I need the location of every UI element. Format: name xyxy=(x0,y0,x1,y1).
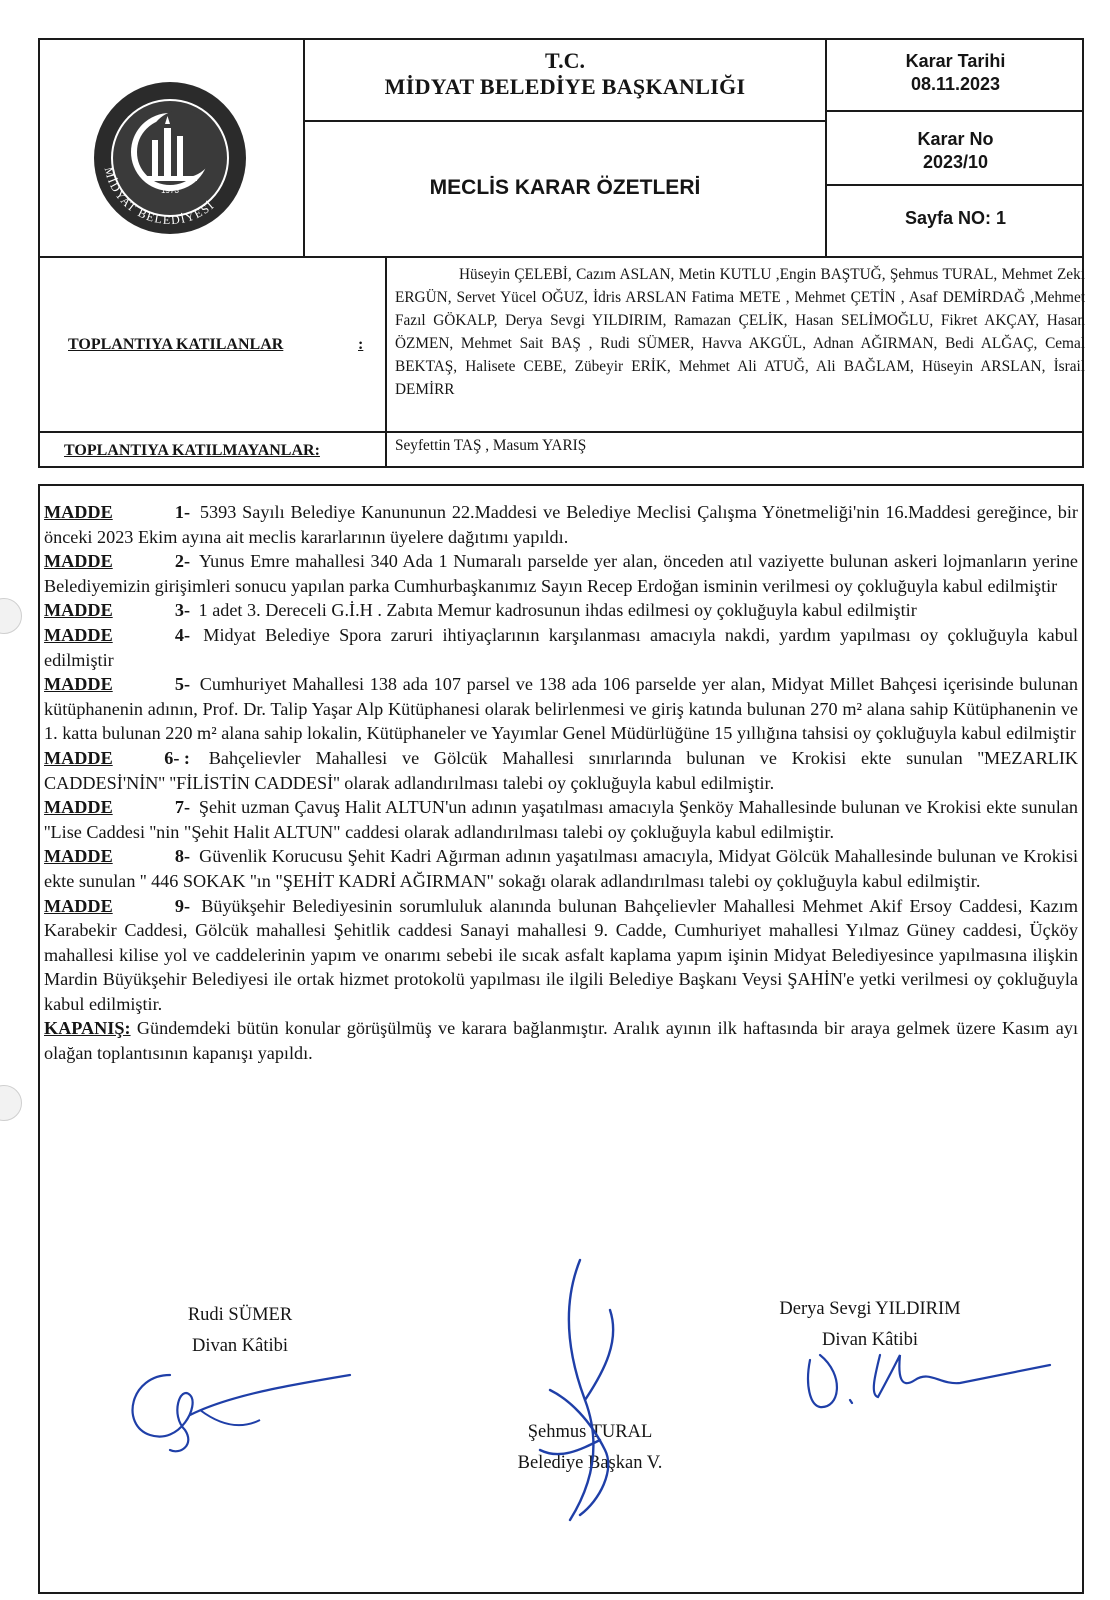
decisions-body xyxy=(44,500,1078,1066)
decision-no: 2023/10 xyxy=(922,152,989,172)
closing-paragraph xyxy=(44,1016,1078,1065)
decision-no-label: Karar No xyxy=(917,129,994,149)
article-text: Cumhuriyet Mahallesi 138 ada 107 parsel ve 138 ada 106 parselde yer alan, Midyat Millet Bahçesi içerisinde bulunan kütüphanenin adının, Prof. Dr. Talip Yaşar Alp Kütüphanesi olarak belirlenmesi ve giriş katında bulunan 270 m² alana sahip Kütüphanenin ve 1. katta bulunan 220 m² alana sahip lokalin, Kütüphaneler ve Yayımlar Genel Müdürlüğüne 15 yıllığına tahsisi oy çokluğuyla kabul edilmiştir xyxy=(44,674,1079,744)
article-8 xyxy=(44,844,1078,893)
decision-date-label: Karar Tarihi xyxy=(905,51,1006,71)
signatory-title: Belediye Başkan V. xyxy=(517,1453,663,1473)
signatory-name: Şehmus TURAL xyxy=(527,1422,653,1442)
signatory-title: Divan Kâtibi xyxy=(821,1330,919,1350)
svg-text:1973: 1973 xyxy=(161,186,179,195)
article-text: Bahçelievler Mahallesi ve Gölcük Mahallesi sınırlarında bulunan ve Krokisi ekte sunulan ''MEZARLIK CADDESİ'NİN'' ''FİLİSTİN CADDESİ'' olarak adlandırılması talebi oy çokluğuyla kabul edilmiştir. xyxy=(44,747,1079,793)
article-label: MADDE 7- xyxy=(44,797,190,818)
punch-hole-bottom xyxy=(0,1085,22,1121)
signatory-name: Derya Sevgi YILDIRIM xyxy=(779,1299,961,1319)
article-4 xyxy=(44,623,1078,672)
page-number: Sayfa NO: 1 xyxy=(904,208,1007,228)
decision-date: 08.11.2023 xyxy=(910,74,1001,94)
article-label: MADDE 2- xyxy=(44,551,190,572)
document-title: MECLİS KARAR ÖZETLERİ xyxy=(429,176,701,199)
article-label: MADDE 9- xyxy=(44,895,190,916)
article-text: 5393 Sayılı Belediye Kanununun 22.Maddesi ve Belediye Meclisi Çalışma Yönetmeliği'nin 16.Maddesi gereğince, bir önceki 2023 Ekim ayına ait meclis kararlarının üyelere dağıtımı yapıldı. xyxy=(44,502,1078,547)
article-3 xyxy=(44,598,1078,623)
article-text: Midyat Belediye Spora zaruri ihtiyaçlarının karşılanması amacıyla nakdi, yardım yapılması oy çokluğuyla kabul edilmiştir xyxy=(44,624,1078,670)
article-label: MADDE 8- xyxy=(44,846,190,867)
punch-hole-top xyxy=(0,598,22,634)
svg-text:MİDYAT BELEDİYESİ: MİDYAT BELEDİYESİ xyxy=(101,165,218,228)
article-9 xyxy=(44,894,1078,1017)
country-heading: T.C. xyxy=(545,48,585,73)
article-text: Yunus Emre mahallesi 340 Ada 1 Numaralı parselde yer alan, önceden atıl vaziyette bulunan askeri lojmanların yerine Belediyemizin girişimleri sonucu yapılan parka Cumhurbaşkanımız Sayın Recep Erdoğan isminin verilmesi oy çokluğuyla kabul edilmiştir xyxy=(44,551,1078,596)
article-text: Şehit uzman Çavuş Halit ALTUN'un adının yaşatılması amacıyla Şenköy Mahallesinde bulunan ve Krokisi ekte sunulan ''Lise Caddesi ''nin "Şehit Halit ALTUN" caddesi olarak adlandırılması talebi oy çokluğuyla kabul edilmiştir. xyxy=(44,797,1078,842)
signatory-name: Rudi SÜMER xyxy=(187,1305,293,1325)
present-label: TOPLANTIYA KATILANLAR xyxy=(68,336,284,353)
article-label: MADDE 5- xyxy=(44,674,190,695)
article-label: MADDE 1- xyxy=(44,502,190,522)
handwritten-signature-left xyxy=(110,1355,370,1465)
closing-label: KAPANIŞ: xyxy=(44,1018,131,1039)
municipality-logo xyxy=(90,78,250,238)
article-text: Büyükşehir Belediyesinin sorumluluk alanında bulunan Bahçelievler Mahallesi Mehmet Akif Ersoy Caddesi, Kazım Karabekir Caddesi, Gölcük mahallesi Şehitlik caddesi Sanayi mahallesi 9. Cadde, Cumhuriyet mahallesi Yılmaz Güney caddesi, Üçköy mahallesi kilise yol ve caddelerinin yapım ve onarımı sebebi ile sıcak asfalt kaplama yapım işinin Midyat Belediyesince yapılmasına ilişkin Mardin Büyükşehir Belediyesi ile ortak hizmet protokolü yapılması ile ilgili Belediye Başkanı Veysi ŞAHİN'e yetki verilmesi oy çokluğuyla kabul edilmiştir. xyxy=(44,895,1079,1014)
decision-no-box xyxy=(827,128,1084,174)
article-7 xyxy=(44,795,1078,844)
article-5 xyxy=(44,672,1078,746)
article-label: MADDE 6- : xyxy=(44,747,190,768)
institution-heading: MİDYAT BELEDİYE BAŞKANLIĞI xyxy=(384,74,746,99)
article-label: MADDE 4- xyxy=(44,624,190,645)
present-label-separator: : xyxy=(358,336,364,353)
handwritten-signature-center xyxy=(510,1250,660,1540)
handwritten-signature-right xyxy=(800,1345,1060,1425)
absent-label: TOPLANTIYA KATILMAYANLAR: xyxy=(64,442,320,459)
signatory-title: Divan Kâtibi xyxy=(191,1336,289,1356)
article-text: 1 adet 3. Dereceli G.İ.H . Zabıta Memur kadrosunun ihdas edilmesi oy çokluğuyla kabul edilmiştir xyxy=(198,600,917,621)
signature-left xyxy=(140,1300,340,1362)
decision-date-box xyxy=(827,50,1084,96)
article-2 xyxy=(44,549,1078,598)
article-1 xyxy=(44,500,1078,549)
absent-members-list: Seyfettin TAŞ , Masum YARIŞ xyxy=(395,437,587,454)
closing-text: Gündemdeki bütün konular görüşülmüş ve karara bağlanmıştır. Aralık ayının ilk haftasında bir araya gelmek üzere Kasım ayı olağan toplantısının kapanışı yapıldı. xyxy=(44,1018,1078,1064)
article-6 xyxy=(44,746,1078,795)
article-text: Güvenlik Korucusu Şehit Kadri Ağırman adının yaşatılması amacıyla, Midyat Gölcük Mahallesinde bulunan ve Krokisi ekte sunulan '' 446 SOKAK ''ın "ŞEHİT KADRİ AĞIRMAN" sokağı olarak adlandırılması talebi oy çokluğuyla kabul edilmiştir. xyxy=(44,846,1078,891)
article-label: MADDE 3- xyxy=(44,600,190,621)
present-members-list: Hüseyin ÇELEBİ, Cazım ASLAN, Metin KUTLU ,Engin BAŞTUĞ, Şehmus TURAL, Mehmet Zeki ERGÜN, Servet Yücel OĞUZ, İdris ARSLAN Fatima METE , Mehmet ÇETİN , Asaf DEMİRDAĞ ,Mehmet Fazıl GÖKALP, Derya Sevgi YILDIRIM, Ramazan ÇELİK, Hasan SELİMOĞLU, Fikret AKÇAY, Hasan ÖZMEN, Mehmet Sait BAŞ , Rudi SÜMER, Havva AKGÜL, Adnan AĞIRMAN, Bedi ALĞAÇ, Cemal BEKTAŞ, Halisete CEBE, Zübeyir ERİK, Mehmet Ali ATUĞ, Ali BAĞLAM, Hüseyin ARSLAN, İsrail DEMİRR xyxy=(395,266,1085,398)
